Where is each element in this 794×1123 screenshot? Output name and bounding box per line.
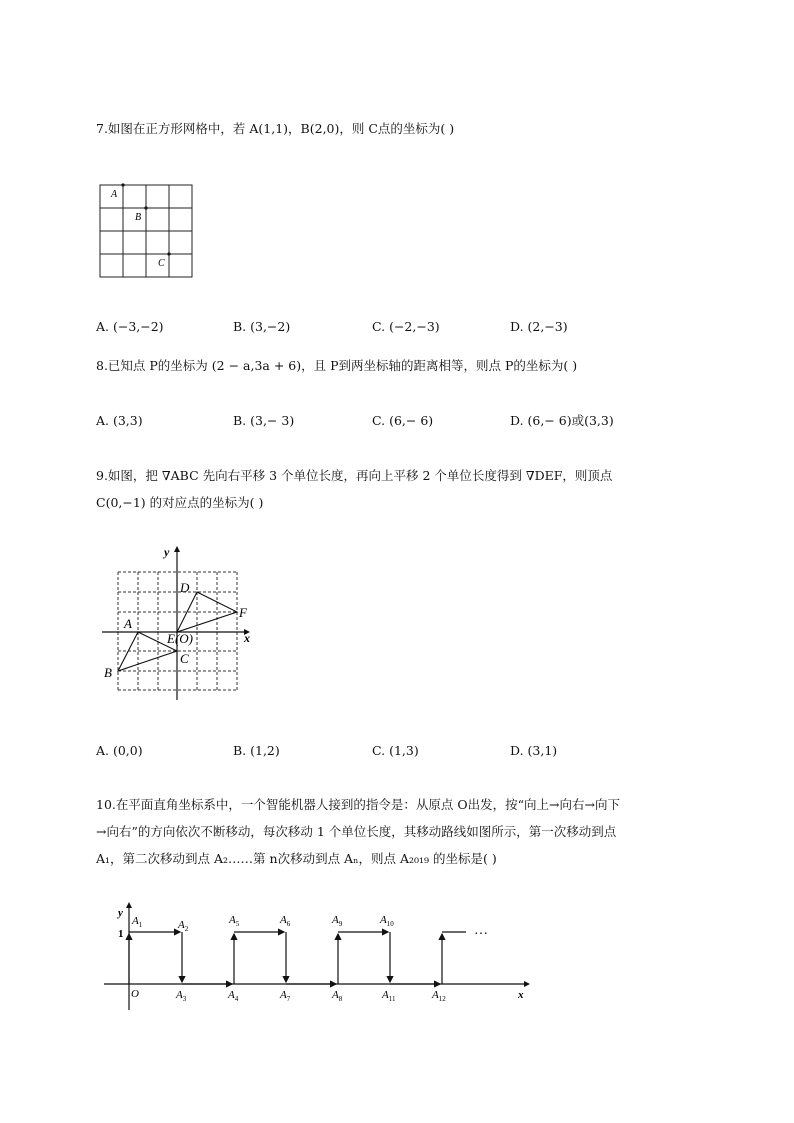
label-e-o: E(O) — [167, 631, 193, 646]
ellipsis: … — [474, 923, 488, 938]
q7-option-a[interactable]: A. (−3,−2) — [96, 319, 164, 334]
origin-label: O — [131, 988, 139, 1000]
point-a6: $A_6$ — [280, 914, 291, 928]
q9-option-a[interactable]: A. (0,0) — [96, 743, 143, 758]
q9-question-line2: C(0,−1) 的对应点的坐标为( ) — [96, 495, 264, 510]
point-a12: $A_{12}$ — [432, 989, 446, 1003]
q9-option-d[interactable]: D. (3,1) — [510, 743, 558, 758]
point-a3: $A_3$ — [176, 989, 187, 1003]
y-axis-label: y — [164, 545, 170, 559]
q9-translation-figure — [96, 540, 266, 710]
q7-option-d[interactable]: D. (2,−3) — [510, 319, 568, 334]
q7-grid-figure — [94, 176, 204, 286]
point-a8: $A_8$ — [332, 989, 343, 1003]
label-c: C — [158, 258, 165, 269]
point-a — [121, 183, 124, 186]
label-a: A — [124, 616, 132, 631]
q10-question-line2: →向右”的方向依次不断移动，每次移动 1 个单位长度，其移动路线如图所示，第一次移动到点 — [96, 824, 617, 839]
q8-option-b[interactable]: B. (3,− 3) — [233, 413, 295, 428]
q7-option-b[interactable]: B. (3,−2) — [233, 319, 291, 334]
q10-question-line3: A₁，第二次移动到点 A₂……第 n次移动到点 Aₙ，则点 A₂₀₁₉ 的坐标是( ) — [96, 851, 497, 866]
label-b: B — [135, 212, 142, 223]
point-a9: $A_9$ — [332, 914, 343, 928]
point-a7: $A_7$ — [280, 989, 291, 1003]
tick-one: 1 — [118, 928, 124, 940]
y-axis-label: y — [118, 907, 123, 919]
point-a5: $A_5$ — [229, 914, 240, 928]
q7-question: 7.如图在正方形网格中，若 A(1,1)，B(2,0)，则 C点的坐标为( ) — [96, 121, 455, 136]
label-c: C — [180, 651, 189, 666]
q9-option-b[interactable]: B. (1,2) — [233, 743, 280, 758]
label-d: D — [180, 580, 190, 595]
label-a: A — [111, 189, 118, 200]
q8-option-c[interactable]: C. (6,− 6) — [372, 413, 434, 428]
q9-option-c[interactable]: C. (1,3) — [372, 743, 419, 758]
q8-option-d[interactable]: D. (6,− 6)或(3,3) — [510, 413, 614, 428]
point-b — [144, 206, 147, 209]
point-a11: $A_{11}$ — [382, 989, 396, 1003]
label-b: B — [104, 665, 112, 680]
x-axis-label: x — [518, 989, 524, 1001]
point-c — [167, 252, 170, 255]
q9-question-line1: 9.如图，把 ∇ABC 先向右平移 3 个单位长度，再向上平移 2 个单位长度得到 ∇DEF，则顶点 — [96, 468, 613, 483]
x-axis-label: x — [244, 631, 250, 645]
label-f: F — [239, 605, 247, 620]
point-a2: $A_2$ — [178, 919, 189, 933]
point-a1: $A_1$ — [132, 915, 143, 929]
point-a10: $A_{10}$ — [380, 914, 394, 928]
point-a4: $A_4$ — [228, 989, 239, 1003]
q8-question: 8.已知点 P的坐标为 (2 − a,3a + 6)，且 P到两坐标轴的距离相等，则点 P的坐标为( ) — [96, 358, 578, 373]
q10-robot-path-figure — [96, 898, 536, 1018]
q10-question-line1: 10.在平面直角坐标系中，一个智能机器人接到的指令是：从原点 O出发，按“向上→向右→向下 — [96, 797, 620, 812]
q7-option-c[interactable]: C. (−2,−3) — [372, 319, 440, 334]
q8-option-a[interactable]: A. (3,3) — [96, 413, 143, 428]
